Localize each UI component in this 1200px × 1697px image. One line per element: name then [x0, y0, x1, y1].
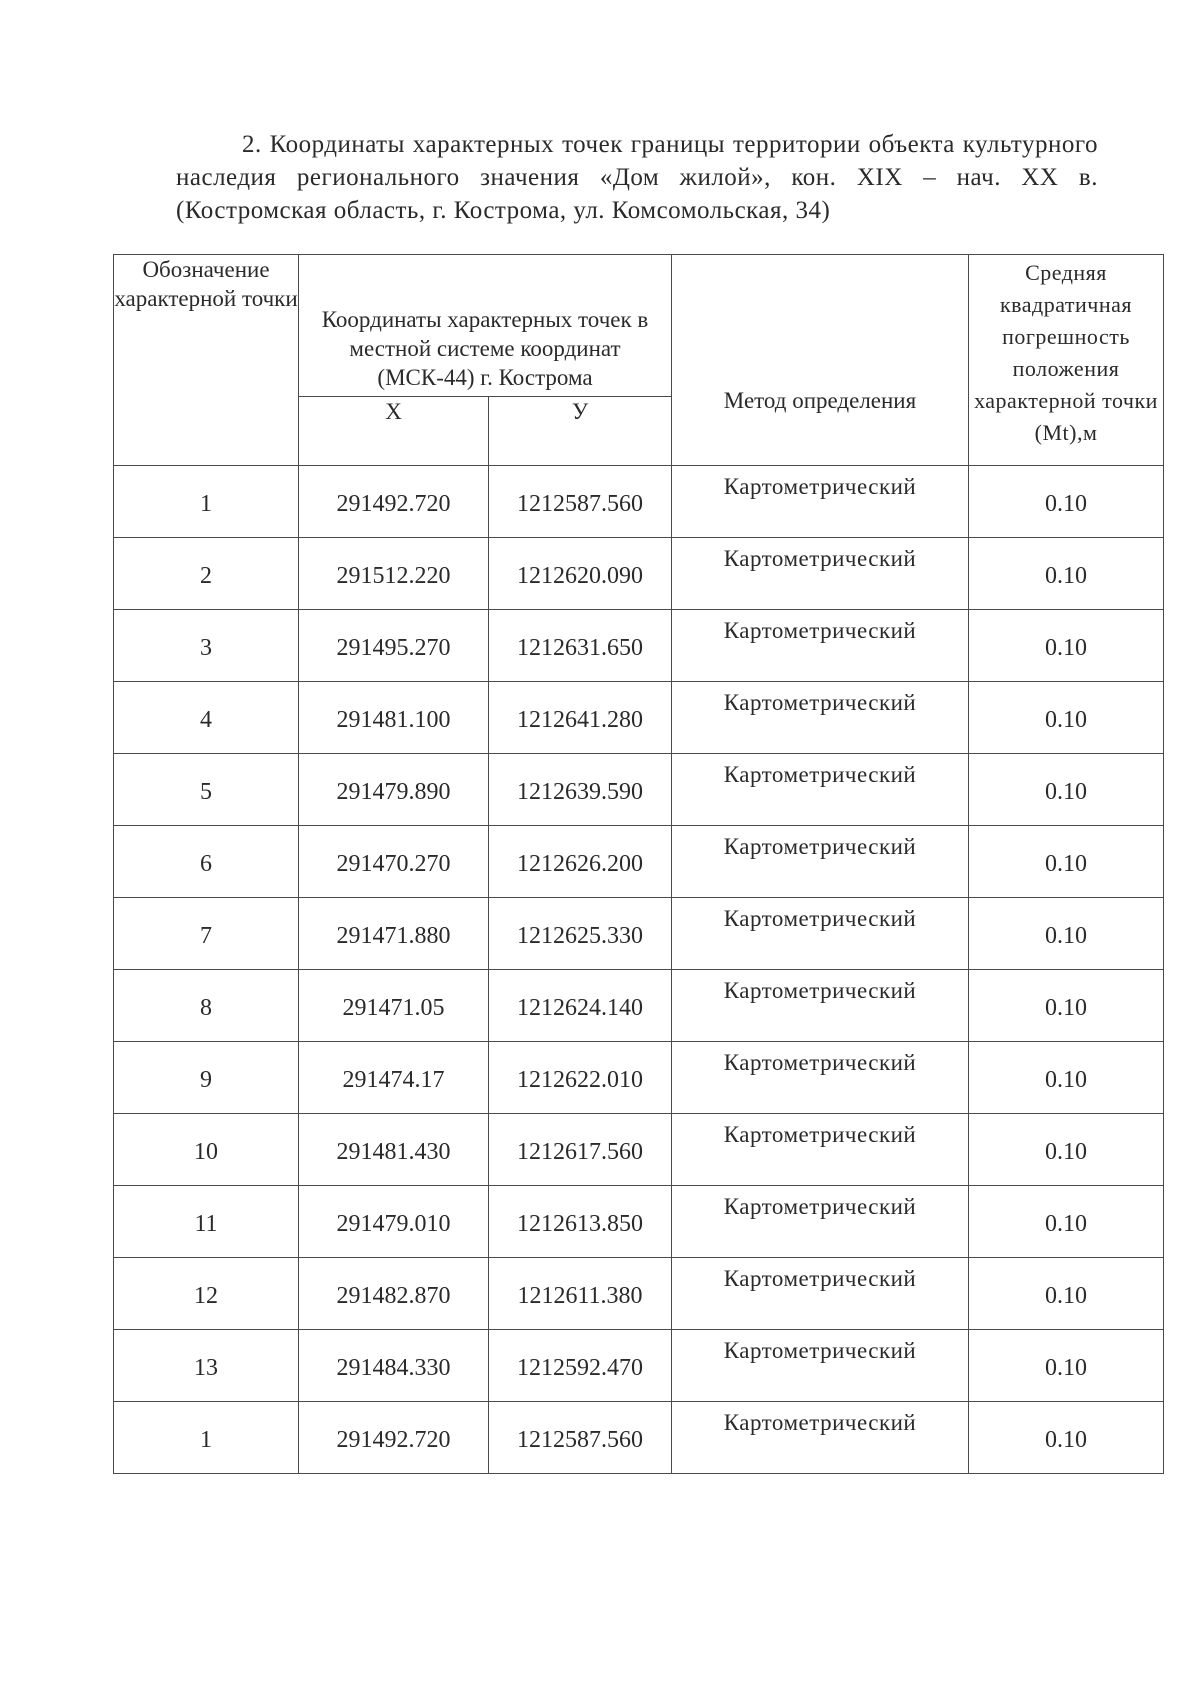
table-row	[114, 898, 1164, 970]
y-cell: 1212587.560	[489, 466, 672, 538]
method-cell: Картометрический	[672, 898, 969, 970]
method-cell: Картометрический	[672, 610, 969, 682]
point-cell: 1	[114, 1402, 299, 1474]
x-cell: 291471.880	[299, 898, 489, 970]
method-cell: Картометрический	[672, 1186, 969, 1258]
header-y: У	[489, 397, 672, 466]
y-cell: 1212639.590	[489, 754, 672, 826]
error-cell: 0.10	[969, 682, 1164, 754]
error-cell: 0.10	[969, 466, 1164, 538]
error-cell: 0.10	[969, 970, 1164, 1042]
error-cell: 0.10	[969, 1042, 1164, 1114]
table-row	[114, 1258, 1164, 1330]
header-x: X	[299, 397, 489, 466]
y-cell: 1212641.280	[489, 682, 672, 754]
error-cell: 0.10	[969, 1258, 1164, 1330]
table-row	[114, 682, 1164, 754]
point-cell: 13	[114, 1330, 299, 1402]
table-row	[114, 826, 1164, 898]
x-cell: 291495.270	[299, 610, 489, 682]
section-heading	[176, 128, 1098, 227]
table-row	[114, 1114, 1164, 1186]
table-row	[114, 1042, 1164, 1114]
method-cell: Картометрический	[672, 1258, 969, 1330]
error-cell: 0.10	[969, 898, 1164, 970]
error-cell: 0.10	[969, 1186, 1164, 1258]
method-cell: Картометрический	[672, 754, 969, 826]
point-cell: 8	[114, 970, 299, 1042]
table-row	[114, 1186, 1164, 1258]
method-cell: Картометрический	[672, 682, 969, 754]
y-cell: 1212587.560	[489, 1402, 672, 1474]
point-cell: 3	[114, 610, 299, 682]
x-cell: 291481.430	[299, 1114, 489, 1186]
method-cell: Картометрический	[672, 1114, 969, 1186]
y-cell: 1212625.330	[489, 898, 672, 970]
x-cell: 291479.890	[299, 754, 489, 826]
x-cell: 291470.270	[299, 826, 489, 898]
header-designation: Обозначение характерной точки	[114, 255, 299, 466]
y-cell: 1212631.650	[489, 610, 672, 682]
table-header-row	[114, 255, 1164, 397]
method-cell: Картометрический	[672, 970, 969, 1042]
x-cell: 291471.05	[299, 970, 489, 1042]
point-cell: 4	[114, 682, 299, 754]
x-cell: 291512.220	[299, 538, 489, 610]
table-row	[114, 466, 1164, 538]
x-cell: 291474.17	[299, 1042, 489, 1114]
point-cell: 12	[114, 1258, 299, 1330]
table-row	[114, 1330, 1164, 1402]
table-row	[114, 610, 1164, 682]
point-cell: 1	[114, 466, 299, 538]
x-cell: 291492.720	[299, 1402, 489, 1474]
y-cell: 1212626.200	[489, 826, 672, 898]
point-cell: 9	[114, 1042, 299, 1114]
error-cell: 0.10	[969, 1330, 1164, 1402]
error-cell: 0.10	[969, 754, 1164, 826]
error-cell: 0.10	[969, 1114, 1164, 1186]
table-row	[114, 538, 1164, 610]
x-cell: 291479.010	[299, 1186, 489, 1258]
point-cell: 6	[114, 826, 299, 898]
y-cell: 1212620.090	[489, 538, 672, 610]
table-body	[114, 466, 1164, 1474]
point-cell: 7	[114, 898, 299, 970]
y-cell: 1212622.010	[489, 1042, 672, 1114]
error-cell: 0.10	[969, 826, 1164, 898]
method-cell: Картометрический	[672, 1042, 969, 1114]
error-cell: 0.10	[969, 538, 1164, 610]
method-cell: Картометрический	[672, 1330, 969, 1402]
x-cell: 291482.870	[299, 1258, 489, 1330]
error-cell: 0.10	[969, 610, 1164, 682]
method-cell: Картометрический	[672, 538, 969, 610]
point-cell: 2	[114, 538, 299, 610]
table-row	[114, 970, 1164, 1042]
header-coordinates: Координаты характерных точек в местной системе координат (МСК-44) г. Кострома	[299, 255, 672, 397]
x-cell: 291481.100	[299, 682, 489, 754]
y-cell: 1212592.470	[489, 1330, 672, 1402]
point-cell: 5	[114, 754, 299, 826]
error-cell: 0.10	[969, 1402, 1164, 1474]
y-cell: 1212611.380	[489, 1258, 672, 1330]
point-cell: 11	[114, 1186, 299, 1258]
y-cell: 1212613.850	[489, 1186, 672, 1258]
coordinates-table	[113, 254, 1164, 1474]
header-error: Средняя квадратичная погрешность положения характерной точки (Mt),м	[969, 255, 1164, 466]
method-cell: Картометрический	[672, 826, 969, 898]
y-cell: 1212624.140	[489, 970, 672, 1042]
table-row	[114, 754, 1164, 826]
x-cell: 291484.330	[299, 1330, 489, 1402]
method-cell: Картометрический	[672, 1402, 969, 1474]
x-cell: 291492.720	[299, 466, 489, 538]
section-heading-text: 2. Координаты характерных точек границы территории объекта культурного наследия регионального значения «Дом жилой», кон. XIX – нач. XX в. (Костромская область, г. Кострома, ул. Комсомольская, 34)	[176, 131, 1098, 224]
y-cell: 1212617.560	[489, 1114, 672, 1186]
table-row	[114, 1402, 1164, 1474]
header-method: Метод определения	[672, 255, 969, 466]
method-cell: Картометрический	[672, 466, 969, 538]
point-cell: 10	[114, 1114, 299, 1186]
